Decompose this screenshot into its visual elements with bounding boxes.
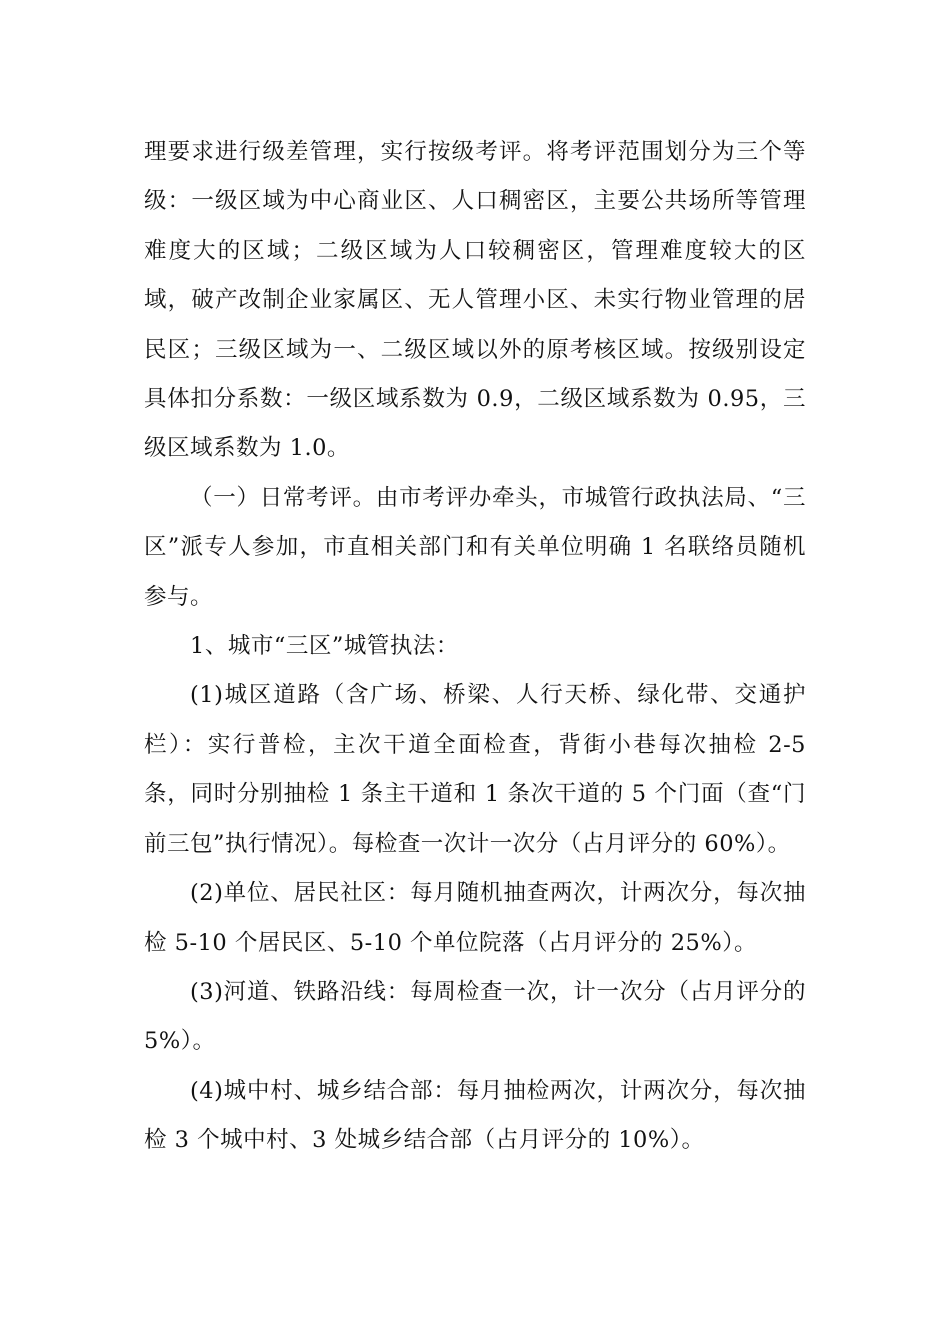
paragraph-grading-regions: 理要求进行级差管理，实行按级考评。将考评范围划分为三个等级：一级区域为中心商业区、人口稠密区，主要公共场所等管理难度大的区域；二级区域为人口较稠密区，管理难度较大的区域，破产改制企业家属区、无人管理小区、未实行物业管理的居民区；三级区域为一、二级区域以外的原考核区域。按级别设定具体扣分系数：一级区域系数为 0.9，二级区域系数为 0.95，三级区域系数为 1.0。 bbox=[144, 139, 806, 462]
paragraph-daily-evaluation: （一）日常考评。由市考评办牵头，市城管行政执法局、“三区”派专人参加，市直相关部门和有关单位明确 1 名联络员随机参与。 bbox=[144, 484, 806, 610]
document-body bbox=[144, 128, 806, 1166]
paragraph-units-communities: (2)单位、居民社区：每月随机抽查两次，计两次分，每次抽检 5-10 个居民区、5-10 个单位院落（占月评分的 25%）。 bbox=[144, 880, 806, 956]
paragraph-city-law-enforcement-heading: 1、城市“三区”城管执法： bbox=[190, 633, 459, 660]
paragraph-urban-villages: (4)城中村、城乡结合部：每月抽检两次，计两次分，每次抽检 3 个城中村、3 处城乡结合部（占月评分的 10%）。 bbox=[144, 1077, 806, 1154]
paragraph-urban-roads: (1)城区道路（含广场、桥梁、人行天桥、绿化带、交通护栏）：实行普检，主次干道全面检查，背街小巷每次抽检 2-5 条，同时分别抽检 1 条主干道和 1 条次干道的 5 个门面（查“门前三包”执行情况）。每检查一次计一次分（占月评分的 60%）。 bbox=[144, 682, 806, 857]
paragraph-rivers-railways: (3)河道、铁路沿线：每周检查一次，计一次分（占月评分的 5%）。 bbox=[144, 978, 806, 1055]
